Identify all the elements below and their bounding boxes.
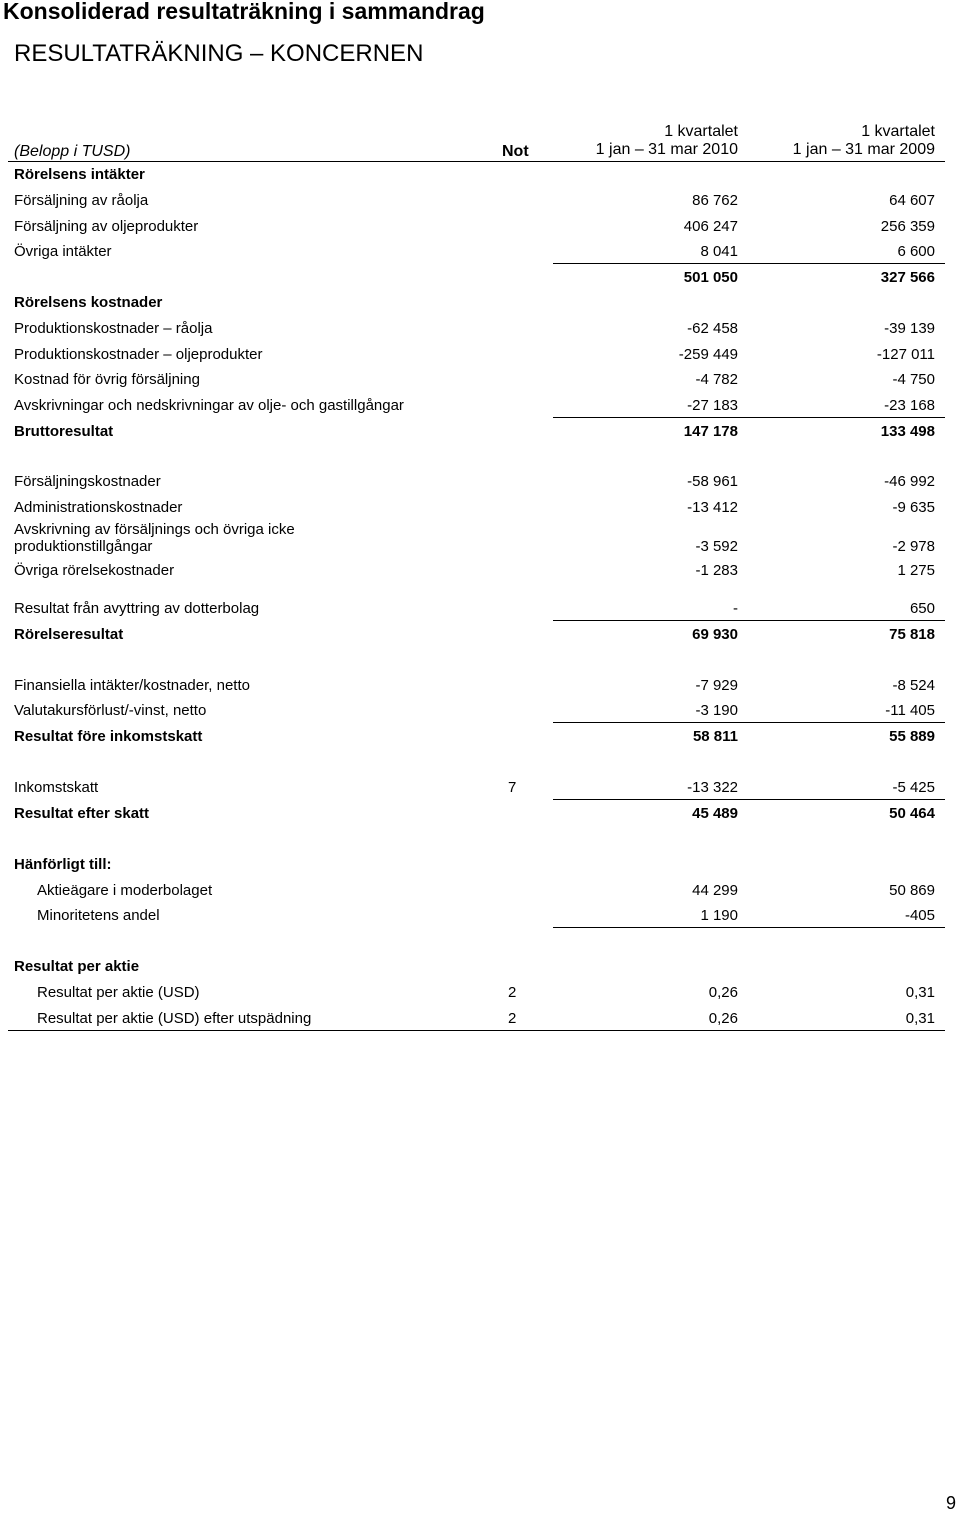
table-row <box>0 242 960 262</box>
row-value-2010: 406 247 <box>683 218 738 235</box>
row-label: Kostnad för övrig försäljning <box>14 371 200 388</box>
table-row <box>0 293 960 313</box>
row-label: Övriga intäkter <box>14 243 112 260</box>
table-row <box>0 1009 960 1029</box>
row-note: 2 <box>508 984 517 1001</box>
row-label: Resultat före inkomstskatt <box>14 728 203 745</box>
row-value-2009: 50 464 <box>889 805 935 822</box>
row-label: Finansiella intäkter/kostnader, netto <box>14 677 250 694</box>
row-note: 2 <box>508 1010 517 1027</box>
note-column-header: Not <box>502 143 529 160</box>
row-value-2009: -39 139 <box>884 320 935 337</box>
row-label: Administrationskostnader <box>14 499 183 516</box>
table-row <box>0 396 960 416</box>
row-value-2009: 1 275 <box>897 562 935 579</box>
row-value-2009: -5 425 <box>892 779 935 796</box>
row-label: Försäljningskostnader <box>14 473 161 490</box>
table-row <box>0 625 960 645</box>
row-value-2009: -127 011 <box>876 346 935 363</box>
row-label: Resultat efter skatt <box>14 805 150 822</box>
row-value-2009: 0,31 <box>905 1010 935 1027</box>
column-header-2010-dates: 1 jan – 31 mar 2010 <box>595 141 738 158</box>
row-label: Avskrivning av försäljnings och övriga icke produktionstillgångar <box>14 521 295 555</box>
subtotal-line <box>553 263 945 264</box>
row-value-2010: 501 050 <box>683 269 738 286</box>
table-row <box>0 701 960 721</box>
table-row <box>0 345 960 365</box>
row-value-2010: 0,26 <box>708 984 738 1001</box>
table-row <box>0 906 960 926</box>
row-value-2010: 8 041 <box>700 243 738 260</box>
row-value-2010: 58 811 <box>692 728 738 745</box>
row-value-2010: -259 449 <box>678 346 738 363</box>
row-label: Resultat per aktie (USD) <box>37 984 200 1001</box>
row-value-2010: 44 299 <box>692 882 738 899</box>
amount-unit-label: (Belopp i TUSD) <box>14 143 131 160</box>
row-value-2010: 0,26 <box>708 1010 738 1027</box>
row-value-2010: -13 412 <box>687 499 738 516</box>
row-value-2009: -23 168 <box>884 397 935 414</box>
row-value-2009: 75 818 <box>889 626 935 643</box>
table-row <box>0 498 960 518</box>
row-label: Rörelsens kostnader <box>14 294 163 311</box>
page-number: 9 <box>945 1493 956 1513</box>
row-value-2010: -3 190 <box>695 702 738 719</box>
table-row <box>0 217 960 237</box>
section-title: RESULTATRÄKNING – KONCERNEN <box>14 40 424 67</box>
row-note: 7 <box>508 779 517 796</box>
row-value-2009: 133 498 <box>880 423 935 440</box>
row-value-2010: 147 178 <box>683 423 738 440</box>
table-row <box>0 804 960 824</box>
row-value-2010: -1 283 <box>695 562 738 579</box>
table-row <box>0 268 960 288</box>
table-row <box>0 319 960 339</box>
table-row <box>0 855 960 875</box>
row-value-2010: -4 782 <box>695 371 738 388</box>
table-row <box>0 472 960 492</box>
row-label: Resultat från avyttring av dotterbolag <box>14 600 260 617</box>
table-row <box>0 191 960 211</box>
row-value-2010: -3 592 <box>695 538 738 555</box>
row-label: Aktieägare i moderbolaget <box>37 882 213 899</box>
subtotal-line <box>553 417 945 418</box>
table-row <box>0 983 960 1003</box>
row-label: Bruttoresultat <box>14 423 114 440</box>
row-label: Produktionskostnader – råolja <box>14 320 213 337</box>
row-value-2010: 86 762 <box>692 192 738 209</box>
row-value-2009: -405 <box>904 907 935 924</box>
row-label: Rörelseresultat <box>14 626 124 643</box>
row-label: Resultat per aktie (USD) efter utspädning <box>37 1010 312 1027</box>
row-value-2009: 327 566 <box>880 269 935 286</box>
row-label: Försäljning av oljeprodukter <box>14 218 199 235</box>
row-label: Resultat per aktie <box>14 958 140 975</box>
row-value-2010: -62 458 <box>687 320 738 337</box>
row-label: Inkomstskatt <box>14 779 99 796</box>
row-value-2009: -9 635 <box>892 499 935 516</box>
row-value-2009: 650 <box>909 600 935 617</box>
table-row <box>0 561 960 581</box>
table-row <box>0 881 960 901</box>
subtotal-line <box>553 799 945 800</box>
table-row <box>0 778 960 798</box>
row-label: Övriga rörelsekostnader <box>14 562 175 579</box>
row-label: Valutakursförlust/-vinst, netto <box>14 702 207 719</box>
row-value-2009: 55 889 <box>889 728 935 745</box>
row-value-2010: -27 183 <box>687 397 738 414</box>
row-label: Minoritetens andel <box>37 907 160 924</box>
row-value-2010: 69 930 <box>692 626 738 643</box>
page-title: Konsoliderad resultaträkning i sammandrag <box>3 0 485 24</box>
row-value-2009: -46 992 <box>884 473 935 490</box>
table-bottom-line <box>8 1030 945 1031</box>
subtotal-line <box>553 620 945 621</box>
row-value-2009: -8 524 <box>892 677 935 694</box>
row-value-2009: 50 869 <box>889 882 935 899</box>
row-value-2010: - <box>733 600 738 617</box>
row-label: Avskrivningar och nedskrivningar av olje- och gastillgångar <box>14 397 404 414</box>
row-value-2009: 64 607 <box>889 192 935 209</box>
row-label: Produktionskostnader – oljeprodukter <box>14 346 263 363</box>
column-header-2009-dates: 1 jan – 31 mar 2009 <box>792 141 935 158</box>
table-row <box>0 370 960 390</box>
row-label: Rörelsens intäkter <box>14 166 145 183</box>
table-row <box>0 727 960 747</box>
row-value-2010: -7 929 <box>695 677 738 694</box>
row-value-2009: 6 600 <box>897 243 935 260</box>
table-row <box>0 517 960 557</box>
column-header-2009-period: 1 kvartalet <box>861 123 935 140</box>
subtotal-line <box>553 722 945 723</box>
table-row <box>0 957 960 977</box>
row-value-2010: -13 322 <box>687 779 738 796</box>
row-value-2009: -11 405 <box>885 702 935 719</box>
column-header-2010-period: 1 kvartalet <box>664 123 738 140</box>
table-row <box>0 599 960 619</box>
row-value-2009: 0,31 <box>905 984 935 1001</box>
row-value-2009: -4 750 <box>892 371 935 388</box>
row-value-2010: 1 190 <box>700 907 738 924</box>
row-value-2009: -2 978 <box>892 538 935 555</box>
table-row <box>0 165 960 185</box>
table-row <box>0 676 960 696</box>
row-value-2009: 256 359 <box>880 218 935 235</box>
subtotal-line <box>553 927 945 928</box>
row-label: Hänförligt till: <box>14 856 112 873</box>
row-value-2010: -58 961 <box>687 473 738 490</box>
table-row <box>0 422 960 442</box>
row-value-2010: 45 489 <box>692 805 738 822</box>
row-label: Försäljning av råolja <box>14 192 149 209</box>
